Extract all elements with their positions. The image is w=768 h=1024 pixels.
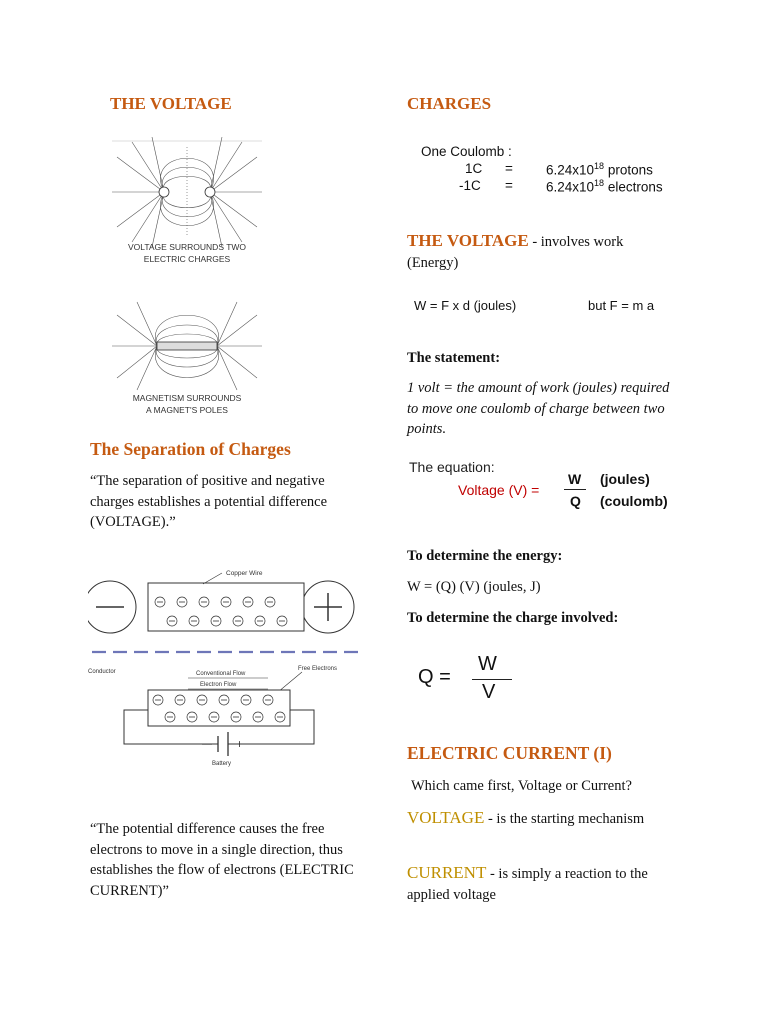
work-formula: W = F x d (joules) [414, 298, 517, 313]
equation-den-unit: (coulomb) [600, 493, 668, 509]
force-formula: but F = m a [588, 298, 655, 313]
separation-quote: “The separation of positive and negative charges establishes a potential difference (VOLTAGE).” [90, 473, 328, 530]
coulomb-row1-value: $6.24x10^{18}$ protons [546, 161, 653, 178]
energy-formula: W = (Q) (V) (joules, J) [407, 579, 541, 595]
conductor-circuit-diagram [88, 560, 368, 770]
voltage-desc: - involves work (Energy) [407, 234, 624, 271]
fig2-caption-line1: MAGNETISM SURROUNDS [132, 393, 242, 403]
copper-wire-label: Copper Wire [226, 570, 263, 577]
coulomb-row1-eq: = [505, 161, 513, 176]
electric-field-figure [112, 137, 262, 269]
q-numerator: W [478, 653, 497, 675]
coulomb-row1-left: 1C [465, 161, 483, 176]
coulomb-row2-eq: = [505, 178, 513, 193]
energy-label: To determine the energy: [407, 548, 563, 564]
q-denominator: V [482, 681, 496, 703]
voltage-work-paragraph [407, 231, 677, 273]
fig2-caption-line2: A MAGNET'S POLES [146, 405, 228, 415]
coulomb-heading: One Coulomb : [421, 144, 512, 159]
conventional-flow-label: Conventional Flow [196, 671, 246, 677]
charges-title: CHARGES [407, 94, 492, 113]
voltage-definition [407, 808, 677, 830]
voltage-title: THE VOLTAGE [407, 231, 529, 250]
battery-label: Battery [212, 761, 232, 767]
voltage-word-desc: - is the starting mechanism [484, 811, 645, 827]
voltage-word: VOLTAGE [407, 808, 485, 827]
q-lhs: Q = [418, 666, 451, 688]
fig1-caption-line1: VOLTAGE SURROUNDS TWO [127, 242, 247, 252]
equation-lhs: Voltage (V) = [458, 482, 540, 498]
statement-label: The statement: [407, 350, 501, 366]
equation-numerator: W [568, 471, 582, 487]
flow-quote: “The potential difference causes the free electrons to move in a single direction, thus establishes the flow of electrons (ELECTRIC CURRENT)” [90, 821, 354, 899]
coulomb-row2-value: $6.24x10^{18}$ electrons [546, 178, 663, 195]
equation-fraction-bar [564, 489, 586, 490]
equation-num-unit: (joules) [600, 471, 650, 487]
conductor-label: Conductor [88, 669, 116, 675]
equation-label: The equation: [409, 459, 495, 475]
separation-title: The Separation of Charges [90, 439, 291, 459]
current-title: ELECTRIC CURRENT (I) [407, 743, 612, 763]
q-fraction-bar [472, 679, 512, 680]
statement-text: 1 volt = the amount of work (joules) required to move one coulomb of charge between two points. [407, 380, 670, 437]
fig1-caption-line2: ELECTRIC CHARGES [143, 254, 231, 264]
left-title: THE VOLTAGE [110, 94, 232, 113]
electron-flow-label: Electron Flow [200, 682, 237, 688]
free-electrons-label: Free Electrons [298, 666, 338, 672]
current-word: CURRENT [407, 863, 487, 882]
magnetic-field-figure [112, 300, 262, 420]
battery-minus: — [202, 739, 212, 750]
question-text: Which came first, Voltage or Current? [411, 778, 632, 794]
voltage-equation [406, 456, 688, 516]
equation-denominator: Q [570, 493, 581, 509]
coulomb-row2-left: -1C [459, 178, 481, 193]
charge-formula [410, 648, 528, 714]
current-definition [407, 863, 687, 905]
current-word-desc: - is simply a reaction to the applied voltage [407, 866, 648, 903]
battery-plus: + [236, 737, 244, 751]
coulomb-box [405, 132, 685, 200]
charge-label: To determine the charge involved: [407, 610, 619, 626]
